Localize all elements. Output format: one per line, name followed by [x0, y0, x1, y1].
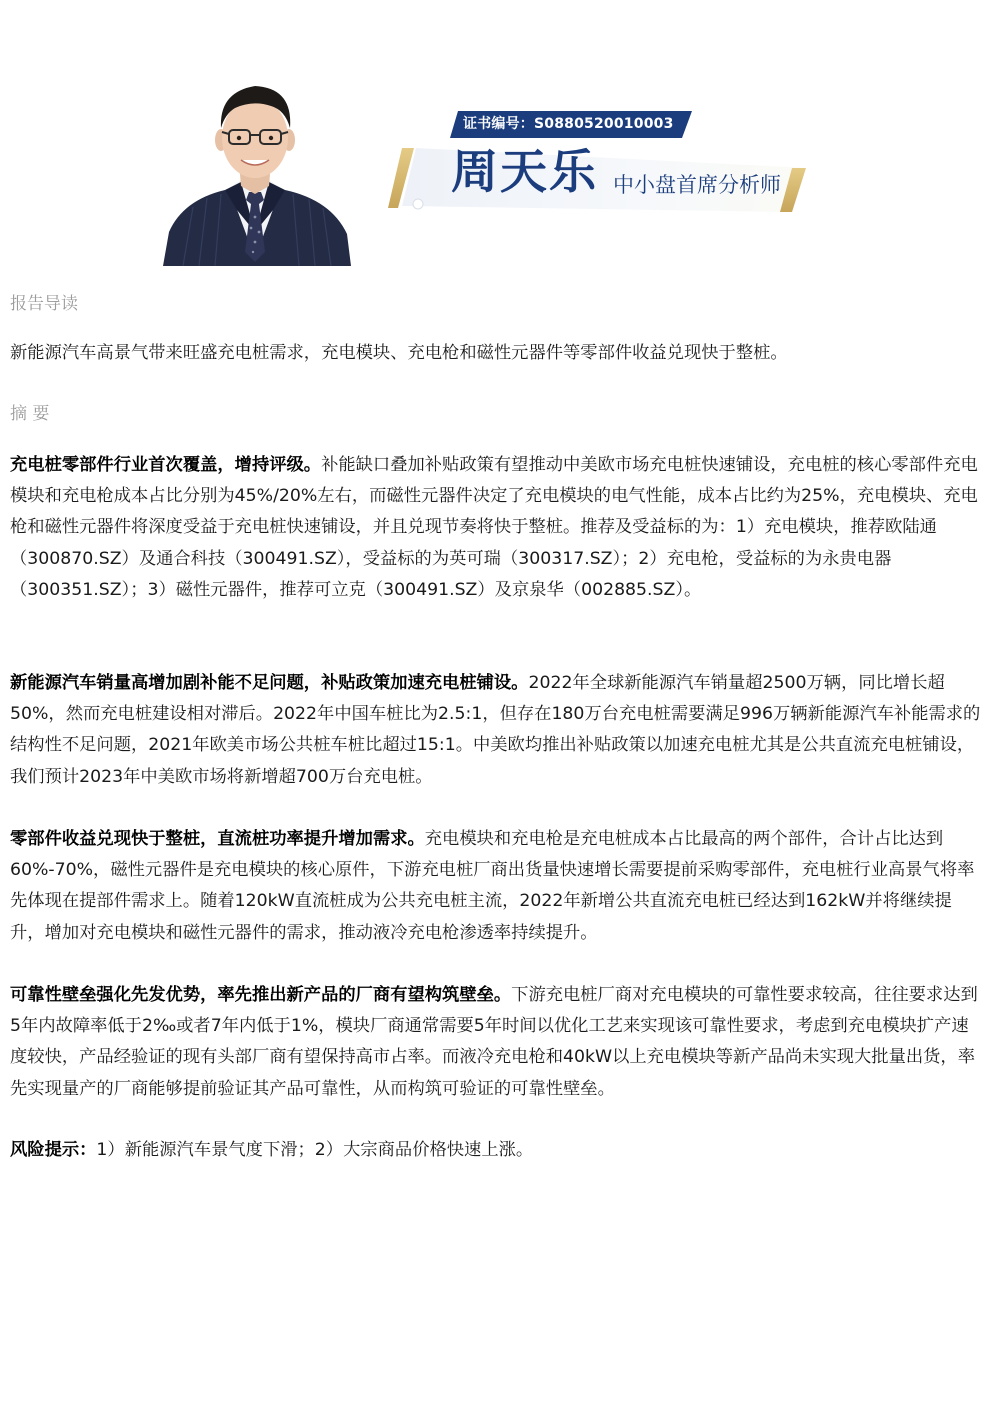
paragraph-body: 下游充电桩厂商对充电模块的可靠性要求较高，往往要求达到5年内故障率低于2‰或者7年内低于1%，模块厂商通常需要5年时间以优化工艺来实现该可靠性要求，考虑到充电模块扩产速度较快，产品经验证的现有头部厂商有望保持高市占率。而液冷充电枪和40kW以上充电模块等新产品尚未实现大批量出货，率先实现量产的厂商能够提前验证其产品可靠性，从而构筑可验证的可靠性壁垒。 — [10, 985, 978, 1099]
certificate-number: 证书编号：S0880520010003 — [463, 116, 674, 132]
summary-paragraph — [10, 980, 982, 1105]
summary-paragraph — [10, 668, 982, 793]
risk-warning — [10, 1135, 982, 1166]
analyst-title: 中小盘首席分析师 — [613, 173, 781, 197]
analyst-header — [0, 0, 992, 280]
paragraph-body: 1）新能源汽车景气度下滑；2）大宗商品价格快速上涨。 — [96, 1140, 534, 1160]
report-guide-text: 新能源汽车高景气带来旺盛充电桩需求，充电模块、充电枪和磁性元器件等零部件收益兑现快于整桩。 — [10, 343, 788, 363]
report-guide-label: 报告导读 — [10, 294, 78, 314]
paragraph-heading: 新能源汽车销量高增加剧补能不足问题，补贴政策加速充电桩铺设。 — [10, 673, 529, 693]
summary-paragraph — [10, 450, 982, 606]
paragraph-body: 补能缺口叠加补贴政策有望推动中美欧市场充电桩快速铺设，充电桩的核心零部件充电模块和充电枪成本占比分别为45%/20%左右，而磁性元器件决定了充电模块的电气性能，成本占比约为25%，充电模块、充电枪和磁性元器件将深度受益于充电桩快速铺设，并且兑现节奏将快于整桩。推荐及受益标的为：1）充电模块，推荐欧陆通（300870.SZ）及通合科技（300491.SZ），受益标的为英可瑞（300317.SZ）；2）充电枪，受益标的为永贵电器（300351.SZ）；3）磁性元器件，推荐可立克（300491.SZ）及京泉华（002885.SZ）。 — [10, 455, 978, 600]
analyst-portrait — [163, 82, 351, 266]
paragraph-body: 2022年全球新能源汽车销量超2500万辆，同比增长超50%，然而充电桩建设相对滞后。2022年中国车桩比为2.5:1，但存在180万台充电桩需要满足996万辆新能源汽车补能需求的结构性不足问题，2021年欧美市场公共桩车桩比超过15:1。中美欧均推出补贴政策以加速充电桩尤其是公共直流充电桩铺设，我们预计2023年中美欧市场将新增超700万台充电桩。 — [10, 673, 981, 787]
paragraph-body: 充电模块和充电枪是充电桩成本占比最高的两个部件，合计占比达到60%-70%，磁性元器件是充电模块的核心原件，下游充电桩厂商出货量快速增长需要提前采购零部件，充电桩行业高景气将率先体现在提部件需求上。随着120kW直流桩成为公共充电桩主流，2022年新增公共直流充电桩已经达到162kW并将继续提升，增加对充电模块和磁性元器件的需求，推动液冷充电枪渗透率持续提升。 — [10, 829, 975, 943]
summary-label: 摘 要 — [10, 404, 50, 424]
paragraph-heading: 风险提示： — [10, 1140, 97, 1160]
paragraph-heading: 零部件收益兑现快于整桩，直流桩功率提升增加需求。 — [10, 829, 425, 849]
analyst-name: 周天乐 — [451, 145, 598, 200]
summary-paragraph — [10, 824, 982, 949]
paragraph-heading: 可靠性壁垒强化先发优势，率先推出新产品的厂商有望构筑壁垒。 — [10, 985, 512, 1005]
paragraph-heading: 充电桩零部件行业首次覆盖，增持评级。 — [10, 455, 322, 475]
